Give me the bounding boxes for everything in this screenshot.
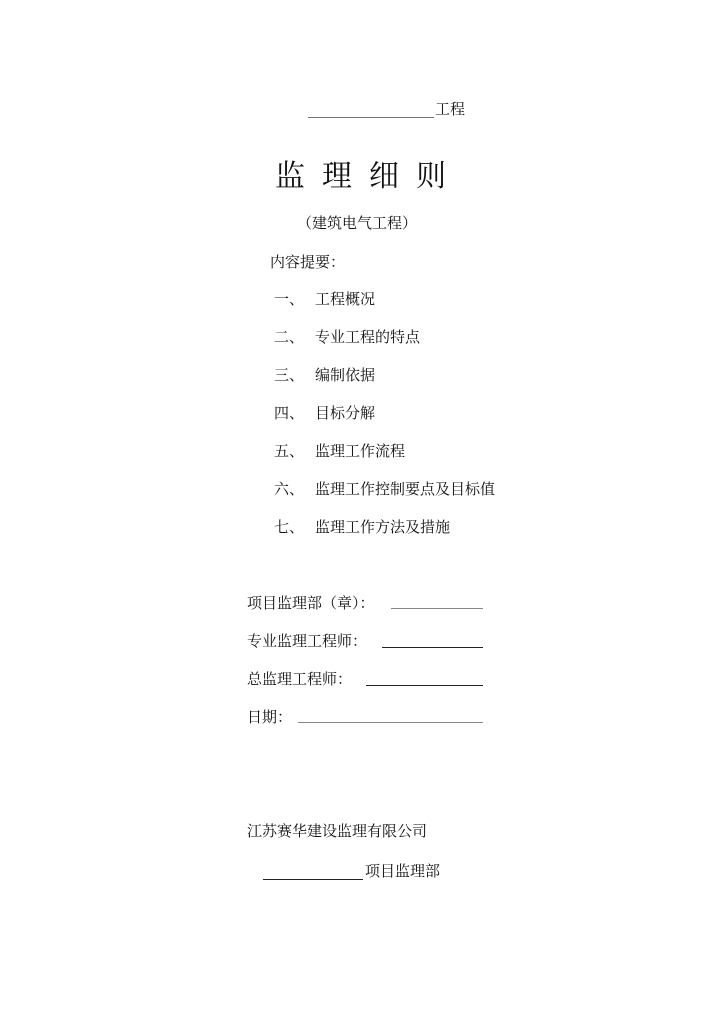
toc-item-text: 专业工程的特点: [315, 328, 421, 346]
toc-heading: 内容提要：: [270, 253, 346, 271]
document-title: 监理细则: [275, 159, 463, 194]
toc-item-number: 四、: [274, 404, 305, 422]
department-suffix: 项目监理部: [365, 862, 441, 880]
toc-item-number: 五、: [274, 442, 305, 460]
toc-item-text: 监理工作流程: [315, 442, 406, 460]
signature-label-date: 日期：: [247, 708, 293, 726]
signature-label-specialist-engineer: 专业监理工程师：: [247, 632, 368, 650]
toc-item-number: 一、: [274, 290, 305, 308]
signature-blank-date[interactable]: [298, 722, 483, 723]
signature-label-chief-engineer: 总监理工程师：: [247, 670, 353, 688]
toc-item-text: 工程概况: [315, 290, 376, 308]
toc-item-text: 编制依据: [315, 366, 376, 384]
toc-item-number: 六、: [274, 480, 305, 498]
document-subtitle: （建筑电气工程）: [297, 214, 418, 232]
company-name: 江苏赛华建设监理有限公司: [247, 822, 428, 840]
toc-item-text: 目标分解: [315, 404, 376, 422]
toc-item-text: 监理工作控制要点及目标值: [315, 480, 496, 498]
signature-label-dept-seal: 项目监理部（章）：: [247, 594, 375, 612]
department-line: [263, 862, 440, 880]
project-suffix: 工程: [435, 100, 466, 118]
project-name-line: [308, 100, 465, 118]
signature-blank-dept-seal[interactable]: [391, 608, 483, 609]
signature-blank-specialist-engineer[interactable]: [382, 647, 483, 648]
signature-blank-chief-engineer[interactable]: [366, 685, 483, 686]
toc-item-text: 监理工作方法及措施: [315, 518, 451, 536]
toc-item-number: 二、: [274, 328, 305, 346]
project-name-blank[interactable]: [308, 103, 434, 118]
toc-item-number: 三、: [274, 366, 305, 384]
department-name-blank[interactable]: [263, 865, 363, 880]
toc-item-number: 七、: [274, 518, 305, 536]
